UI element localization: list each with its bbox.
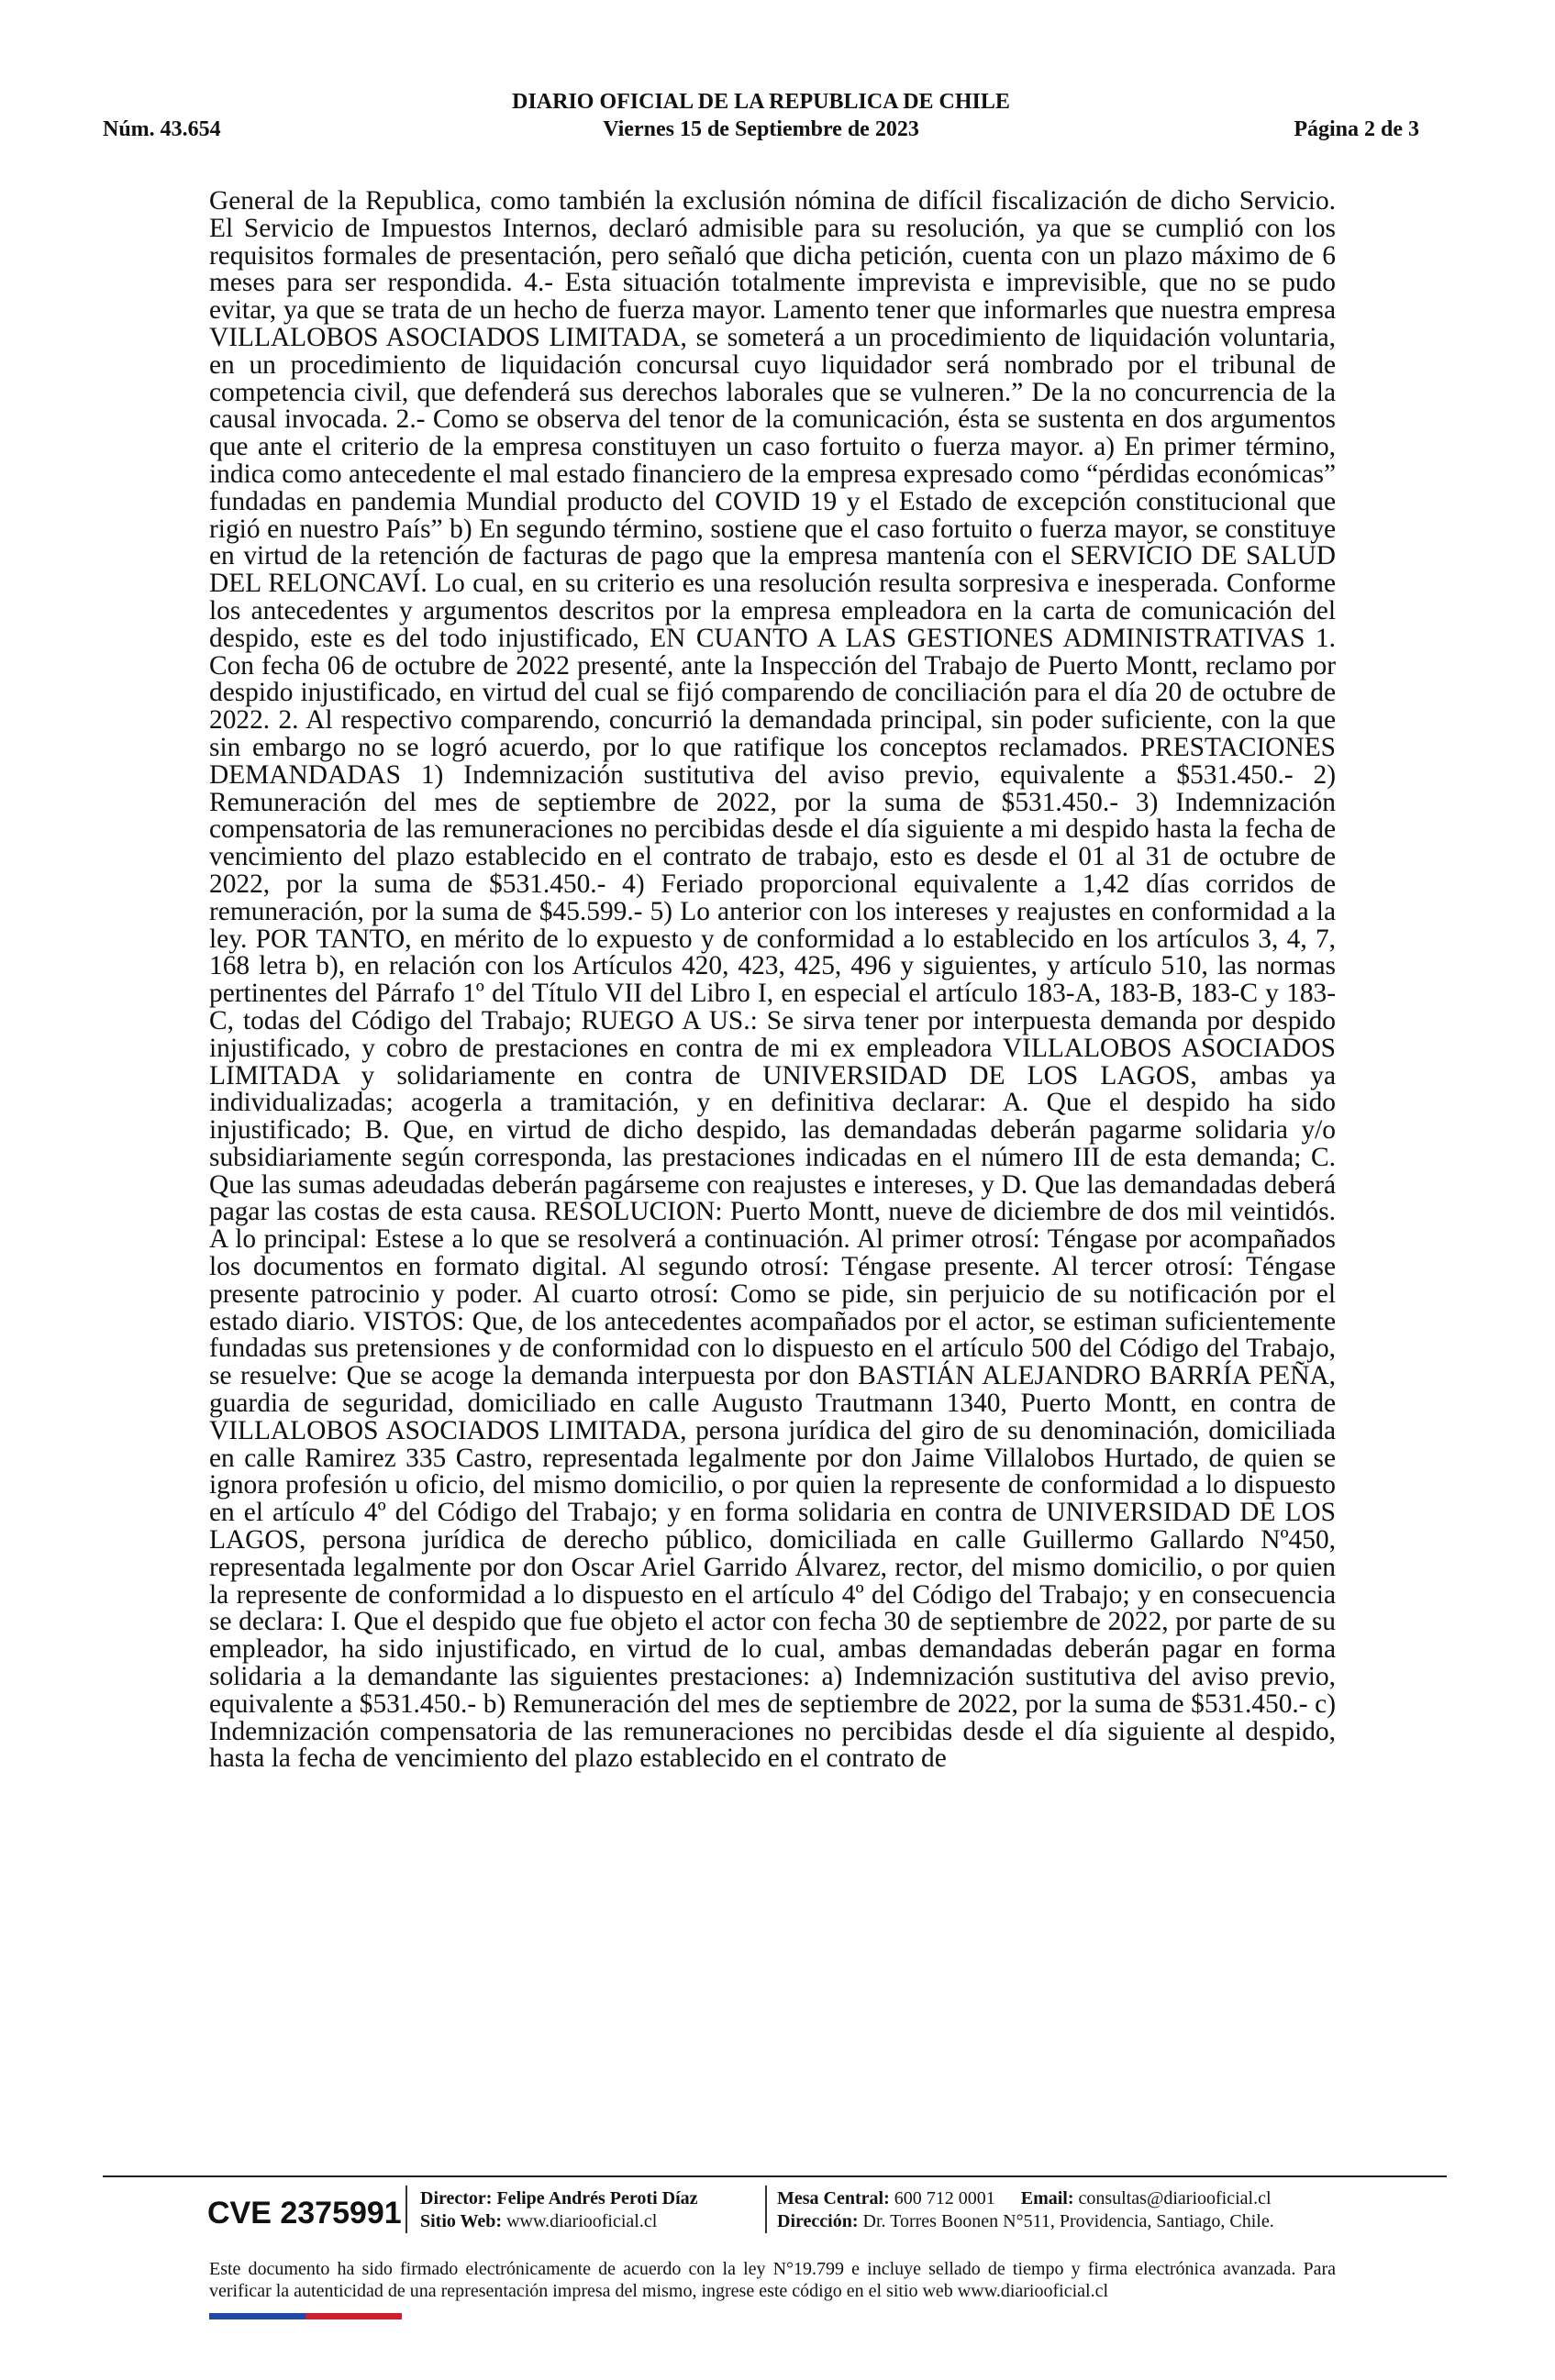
document-body: General de la Republica, como también la exclusión nómina de difícil fiscalización de dicho Servicio. El Servicio de Impuestos Internos, declaró admisible para su resolución, ya que se cumplió con los requisitos formales de presentación, pero señaló que dicha petición, cuenta con un plazo máximo de 6 meses para ser respondida. 4.- Esta situación totalmente imprevista e imprevisible, que no se pudo evitar, ya que se trata de un hecho de fuerza mayor. Lamento tener que informarles que nuestra empresa VILLALOBOS ASOCIADOS LIMITADA, se someterá a un procedimiento de liquidación voluntaria, en un procedimiento de liquidación concursal cuyo liquidador será nombrado por el tribunal de competencia civil, que defenderá sus derechos laborales que se vulneren.” De la no concurrencia de la causal invocada. 2.- Como se observa del tenor de la comunicación, ésta se sustenta en dos argumentos que ante el criterio de la empresa constituyen un caso fortuito o fuerza mayor. a) En primer término, indica como antecedente el mal estado financiero de la empresa expresado como “pérdidas económicas” fundadas en pandemia Mundial producto del COVID 19 y el Estado de excepción constitucional que rigió en nuestro País” b) En segundo término, sostiene que el caso fortuito o fuerza mayor, se constituye en virtud de la retención de facturas de pago que la empresa mantenía con el SERVICIO DE SALUD DEL RELONCAVÍ. Lo cual, en su criterio es una resolución resulta sorpresiva e inesperada. Conforme los antecedentes y argumentos descritos por la empresa empleadora en la carta de comunicación del despido, este es del todo injustificado, EN CUANTO A LAS GESTIONES ADMINISTRATIVAS 1. Con fecha 06 de octubre de 2022 presenté, ante la Inspección del Trabajo de Puerto Montt, reclamo por despido injustificado, en virtud del cual se fijó comparendo de conciliación para el día 20 de octubre de 2022. 2. Al respectivo comparendo, concurrió la demandada principal, sin poder suficiente, con la que sin embargo no se logró acuerdo, por lo que ratifique los conceptos reclamados. PRESTACIONES DEMANDADAS 1) Indemnización sustitutiva del aviso previo, equivalente a $531.450.- 2) Remuneración del mes de septiembre de 2022, por la suma de $531.450.- 3) Indemnización compensatoria de las remuneraciones no percibidas desde el día siguiente a mi despido hasta la fecha de vencimiento del plazo establecido en el contrato de trabajo, esto es desde el 01 al 31 de octubre de 2022, por la suma de $531.450.- 4) Feriado proporcional equivalente a 1,42 días corridos de remuneración, por la suma de $45.599.- 5) Lo anterior con los intereses y reajustes en conformidad a la ley. POR TANTO, en mérito de lo expuesto y de conformidad a lo establecido en los artículos 3, 4, 7, 168 letra b), en relación con los Artículos 420, 423, 425, 496 y siguientes, y artículo 510, las normas pertinentes del Párrafo 1º del Título VII del Libro I, en especial el artículo 183-A, 183-B, 183-C y 183-C, todas del Código del Trabajo; RUEGO A US.: Se sirva tener por interpuesta demanda por despido injustificado, y cobro de prestaciones en contra de mi ex empleadora VILLALOBOS ASOCIADOS LIMITADA y solidariamente en contra de UNIVERSIDAD DE LOS LAGOS, ambas ya individualizadas; acogerla a tramitación, y en definitiva declarar: A. Que el despido ha sido injustificado; B. Que, en virtud de dicho despido, las demandadas deberán pagarme solidaria y/o subsidiariamente según corresponda, las prestaciones indicadas en el número III de esta demanda; C. Que las sumas adeudadas deberán pagárseme con reajustes e intereses, y D. Que las demandadas deberá pagar las costas de esta causa. RESOLUCION: Puerto Montt, nueve de diciembre de dos mil veintidós. A lo principal: Estese a lo que se resolverá a continuación. Al primer otrosí: Téngase por acompañados los documentos en formato digital. Al segundo otrosí: Téngase presente. Al tercer otrosí: Téngase presente patrocinio y poder. Al cuarto otrosí: Como se pide, sin perjuicio de su notificación por el estado diario. VISTOS: Que, de los antecedentes acompañados por el actor, se estiman suficientemente fundadas sus pretensiones y de conformidad con lo dispuesto en el artículo 500 del Código del Trabajo, se resuelve: Que se acoge la demanda interpuesta por don BASTIÁN ALEJANDRO BARRÍA PEÑA, guardia de seguridad, domiciliado en calle Augusto Trautmann 1340, Puerto Montt, en contra de VILLALOBOS ASOCIADOS LIMITADA, persona jurídica del giro de su denominación, domiciliada en calle Ramirez 335 Castro, representada legalmente por don Jaime Villalobos Hurtado, de quien se ignora profesión u oficio, del mismo domicilio, o por quien la represente de conformidad a lo dispuesto en el artículo 4º del Código del Trabajo; y en forma solidaria en contra de UNIVERSIDAD DE LOS LAGOS, persona jurídica de derecho público, domiciliada en calle Guillermo Gallardo Nº450, representada legalmente por don Oscar Ariel Garrido Álvarez, rector, del mismo domicilio, o por quien la represente de conformidad a lo dispuesto en el artículo 4º del Código del Trabajo; y en consecuencia se declara: I. Que el despido que fue objeto el actor con fecha 30 de septiembre de 2022, por parte de su empleador, ha sido injustificado, en virtud de lo cual, ambas demandadas deberán pagar en forma solidaria a la demandante las siguientes prestaciones: a) Indemnización sustitutiva del aviso previo, equivalente a $531.450.- b) Remuneración del mes de septiembre de 2022, por la suma de $531.450.- c) Indemnización compensatoria de las remuneraciones no percibidas desde el día siguiente al despido, hasta la fecha de vencimiento del plazo establecido en el contrato de xyxy=(209,186,1336,1774)
footer-director-block xyxy=(420,2187,698,2233)
page-header xyxy=(103,88,1419,152)
footer-divider xyxy=(103,2175,1447,2177)
website-link[interactable]: www.diariooficial.cl xyxy=(506,2211,658,2231)
cve-code: CVE 2375991 xyxy=(207,2196,402,2231)
footer-contact-block xyxy=(777,2187,1274,2233)
publication-title: DIARIO OFICIAL DE LA REPUBLICA DE CHILE xyxy=(512,90,1010,114)
page-indicator: Página 2 de 3 xyxy=(1294,117,1419,141)
flag-red-segment xyxy=(305,2313,402,2319)
flag-blue-segment xyxy=(209,2313,305,2319)
mesa-label: Mesa Central: xyxy=(777,2188,890,2208)
header-center xyxy=(103,88,1419,143)
signature-note: Este documento ha sido firmado electrónicamente de acuerdo con la ley N°19.799 e incluye sellado de tiempo y firma electrónica avanzada. Para verificar la autenticidad de una representación impresa del mismo, ingrese este código en el sitio web www.diariooficial.cl xyxy=(209,2259,1336,2301)
issue-date: Viernes 15 de Septiembre de 2023 xyxy=(603,117,919,141)
issue-number: Núm. 43.654 xyxy=(103,117,221,141)
footer-separator xyxy=(405,2186,407,2233)
address-value: Dr. Torres Boonen N°511, Providencia, Santiago, Chile. xyxy=(862,2211,1274,2231)
director-name: Felipe Andrés Peroti Díaz xyxy=(496,2188,698,2208)
email-link[interactable]: consultas@diariooficial.cl xyxy=(1078,2188,1272,2208)
flag-stripe xyxy=(209,2313,402,2319)
website-label: Sitio Web: xyxy=(420,2211,503,2231)
address-label: Dirección: xyxy=(777,2211,859,2231)
footer-separator xyxy=(765,2186,767,2233)
mesa-phone: 600 712 0001 xyxy=(894,2188,995,2208)
page-footer xyxy=(103,2186,1447,2235)
email-label: Email: xyxy=(1020,2188,1074,2208)
director-label: Director: xyxy=(420,2188,493,2208)
